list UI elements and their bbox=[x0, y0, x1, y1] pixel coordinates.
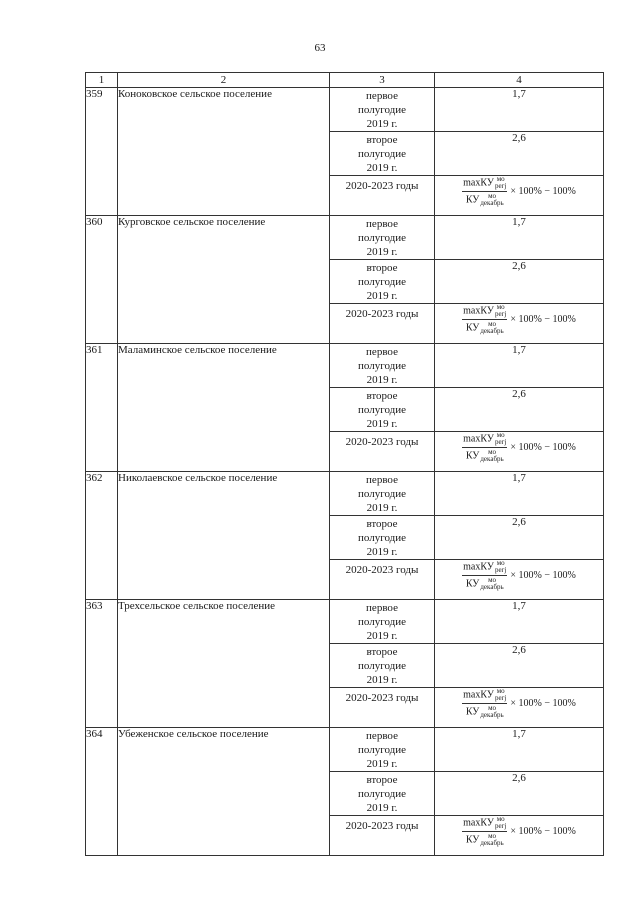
numerator-sub: регj bbox=[494, 566, 507, 574]
denominator-base: КУ bbox=[465, 194, 480, 206]
numerator-sub: регj bbox=[494, 182, 507, 190]
formula-cell bbox=[435, 432, 604, 472]
row-number: 362 bbox=[86, 472, 118, 600]
period-line: полугодие bbox=[357, 404, 407, 416]
numerator-sub: регj bbox=[494, 822, 507, 830]
formula-tail: × 100% − 100% bbox=[510, 442, 576, 453]
period-line: полугодие bbox=[357, 232, 407, 244]
denominator-indices bbox=[480, 833, 503, 847]
formula-cell bbox=[435, 176, 604, 216]
index-value: 2,6 bbox=[435, 644, 604, 688]
period-line: полугодие bbox=[357, 104, 407, 116]
formula-tail: × 100% − 100% bbox=[510, 314, 576, 325]
numerator-sup: мо bbox=[496, 175, 505, 183]
period-cell bbox=[330, 688, 435, 728]
period-line: 2019 г. bbox=[366, 246, 398, 258]
formula-tail: × 100% − 100% bbox=[510, 186, 576, 197]
period-line: 2020-2023 годы bbox=[345, 308, 419, 320]
denominator-base: КУ bbox=[465, 450, 480, 462]
formula-cell bbox=[435, 688, 604, 728]
period-cell bbox=[330, 772, 435, 816]
period-line: 2019 г. bbox=[366, 758, 398, 770]
column-header-4: 4 bbox=[435, 73, 604, 88]
numerator-sub: регj bbox=[494, 694, 507, 702]
period-line: полугодие bbox=[357, 148, 407, 160]
numerator-base: maxКУ bbox=[463, 561, 494, 573]
table-body bbox=[86, 88, 604, 856]
period-line: полугодие bbox=[357, 788, 407, 800]
period-line: 2020-2023 годы bbox=[345, 692, 419, 704]
denominator-base: КУ bbox=[465, 578, 480, 590]
index-value: 1,7 bbox=[435, 88, 604, 132]
numerator-base: maxКУ bbox=[463, 689, 494, 701]
denominator-sup: мо bbox=[488, 320, 496, 328]
index-value: 2,6 bbox=[435, 132, 604, 176]
numerator-sup: мо bbox=[496, 687, 505, 695]
numerator-sup: мо bbox=[496, 431, 505, 439]
period-cell bbox=[330, 472, 435, 516]
denominator-sup: мо bbox=[488, 448, 496, 456]
period-cell bbox=[330, 176, 435, 216]
period-line: полугодие bbox=[357, 616, 407, 628]
index-value: 1,7 bbox=[435, 728, 604, 772]
denominator-sup: мо bbox=[488, 192, 496, 200]
period-cell bbox=[330, 560, 435, 600]
denominator-indices bbox=[480, 193, 503, 207]
formula-numerator bbox=[462, 304, 507, 320]
settlement-name: Курговское сельское поселение bbox=[118, 216, 330, 344]
period-line: 2020-2023 годы bbox=[345, 564, 419, 576]
formula-denominator bbox=[466, 448, 504, 463]
formula bbox=[462, 432, 576, 463]
denominator-sup: мо bbox=[488, 832, 496, 840]
table-row bbox=[86, 728, 604, 772]
numerator-sup: мо bbox=[496, 815, 505, 823]
period-line: 2020-2023 годы bbox=[345, 820, 419, 832]
period-cell bbox=[330, 216, 435, 260]
row-number: 364 bbox=[86, 728, 118, 856]
formula-fraction bbox=[462, 432, 507, 463]
denominator-indices bbox=[480, 449, 503, 463]
period-line: первое bbox=[366, 90, 398, 102]
period-line: полугодие bbox=[357, 488, 407, 500]
page-number: 63 bbox=[314, 42, 326, 54]
period-line: второе bbox=[366, 518, 398, 530]
formula-cell bbox=[435, 560, 604, 600]
denominator-base: КУ bbox=[465, 706, 480, 718]
numerator-indices bbox=[495, 688, 506, 702]
period-line: 2019 г. bbox=[366, 162, 398, 174]
column-header-1: 1 bbox=[86, 73, 118, 88]
numerator-indices bbox=[495, 816, 506, 830]
period-cell bbox=[330, 260, 435, 304]
period-line: 2020-2023 годы bbox=[345, 436, 419, 448]
denominator-base: КУ bbox=[465, 834, 480, 846]
denominator-sup: мо bbox=[488, 704, 496, 712]
denominator-sub: декабрь bbox=[480, 327, 504, 335]
formula-denominator bbox=[466, 832, 504, 847]
numerator-base: maxКУ bbox=[463, 433, 494, 445]
formula-numerator bbox=[462, 688, 507, 704]
index-value: 1,7 bbox=[435, 216, 604, 260]
row-number: 360 bbox=[86, 216, 118, 344]
index-value: 1,7 bbox=[435, 472, 604, 516]
formula-cell bbox=[435, 304, 604, 344]
period-line: второе bbox=[366, 134, 398, 146]
denominator-sub: декабрь bbox=[480, 711, 504, 719]
table-row bbox=[86, 216, 604, 260]
settlement-name: Трехсельское сельское поселение bbox=[118, 600, 330, 728]
denominator-sub: декабрь bbox=[480, 455, 504, 463]
period-cell bbox=[330, 728, 435, 772]
denominator-sub: декабрь bbox=[480, 199, 504, 207]
period-cell bbox=[330, 388, 435, 432]
settlement-name: Николаевское сельское поселение bbox=[118, 472, 330, 600]
index-value: 2,6 bbox=[435, 260, 604, 304]
period-cell bbox=[330, 432, 435, 472]
period-line: полугодие bbox=[357, 360, 407, 372]
index-value: 2,6 bbox=[435, 772, 604, 816]
period-line: первое bbox=[366, 474, 398, 486]
formula bbox=[462, 688, 576, 719]
denominator-indices bbox=[480, 577, 503, 591]
formula bbox=[462, 304, 576, 335]
period-line: второе bbox=[366, 390, 398, 402]
period-line: полугодие bbox=[357, 276, 407, 288]
formula-fraction bbox=[462, 816, 507, 847]
numerator-base: maxКУ bbox=[463, 177, 494, 189]
formula-fraction bbox=[462, 176, 507, 207]
settlement-name: Коноковское сельское поселение bbox=[118, 88, 330, 216]
row-number: 359 bbox=[86, 88, 118, 216]
index-value: 1,7 bbox=[435, 600, 604, 644]
formula-numerator bbox=[462, 176, 507, 192]
table-row bbox=[86, 344, 604, 388]
formula bbox=[462, 816, 576, 847]
period-cell bbox=[330, 644, 435, 688]
formula-tail: × 100% − 100% bbox=[510, 826, 576, 837]
period-line: второе bbox=[366, 646, 398, 658]
period-line: 2019 г. bbox=[366, 418, 398, 430]
formula-denominator bbox=[466, 192, 504, 207]
period-line: 2019 г. bbox=[366, 118, 398, 130]
period-line: первое bbox=[366, 346, 398, 358]
period-cell bbox=[330, 516, 435, 560]
period-line: 2019 г. bbox=[366, 502, 398, 514]
period-line: первое bbox=[366, 602, 398, 614]
period-cell bbox=[330, 88, 435, 132]
formula-numerator bbox=[462, 432, 507, 448]
period-line: первое bbox=[366, 730, 398, 742]
period-line: полугодие bbox=[357, 660, 407, 672]
period-line: первое bbox=[366, 218, 398, 230]
period-line: 2019 г. bbox=[366, 290, 398, 302]
denominator-indices bbox=[480, 705, 503, 719]
formula-denominator bbox=[466, 704, 504, 719]
numerator-indices bbox=[495, 304, 506, 318]
formula-fraction bbox=[462, 560, 507, 591]
formula-numerator bbox=[462, 816, 507, 832]
formula-fraction bbox=[462, 304, 507, 335]
formula-numerator bbox=[462, 560, 507, 576]
numerator-base: maxКУ bbox=[463, 817, 494, 829]
numerator-indices bbox=[495, 432, 506, 446]
period-line: 2019 г. bbox=[366, 546, 398, 558]
period-line: второе bbox=[366, 262, 398, 274]
column-header-2: 2 bbox=[118, 73, 330, 88]
table-row bbox=[86, 472, 604, 516]
numerator-sup: мо bbox=[496, 559, 505, 567]
denominator-sup: мо bbox=[488, 576, 496, 584]
table-row bbox=[86, 600, 604, 644]
index-value: 1,7 bbox=[435, 344, 604, 388]
denominator-indices bbox=[480, 321, 503, 335]
formula bbox=[462, 560, 576, 591]
numerator-indices bbox=[495, 176, 506, 190]
numerator-indices bbox=[495, 560, 506, 574]
index-value: 2,6 bbox=[435, 516, 604, 560]
tariff-table bbox=[85, 72, 604, 856]
settlement-name: Убеженское сельское поселение bbox=[118, 728, 330, 856]
row-number: 361 bbox=[86, 344, 118, 472]
period-cell bbox=[330, 816, 435, 856]
period-cell bbox=[330, 132, 435, 176]
numerator-sup: мо bbox=[496, 303, 505, 311]
formula-fraction bbox=[462, 688, 507, 719]
numerator-base: maxКУ bbox=[463, 305, 494, 317]
period-line: 2020-2023 годы bbox=[345, 180, 419, 192]
numerator-sub: регj bbox=[494, 438, 507, 446]
denominator-base: КУ bbox=[465, 322, 480, 334]
numerator-sub: регj bbox=[494, 310, 507, 318]
period-cell bbox=[330, 344, 435, 388]
period-line: 2019 г. bbox=[366, 802, 398, 814]
index-value: 2,6 bbox=[435, 388, 604, 432]
table-row bbox=[86, 88, 604, 132]
denominator-sub: декабрь bbox=[480, 839, 504, 847]
header-row bbox=[86, 73, 604, 88]
formula bbox=[462, 176, 576, 207]
formula-denominator bbox=[466, 576, 504, 591]
formula-cell bbox=[435, 816, 604, 856]
settlement-name: Маламинское сельское поселение bbox=[118, 344, 330, 472]
column-header-3: 3 bbox=[330, 73, 435, 88]
period-line: полугодие bbox=[357, 532, 407, 544]
row-number: 363 bbox=[86, 600, 118, 728]
period-cell bbox=[330, 600, 435, 644]
period-line: 2019 г. bbox=[366, 630, 398, 642]
period-line: второе bbox=[366, 774, 398, 786]
period-line: 2019 г. bbox=[366, 374, 398, 386]
period-line: полугодие bbox=[357, 744, 407, 756]
period-line: 2019 г. bbox=[366, 674, 398, 686]
period-cell bbox=[330, 304, 435, 344]
formula-denominator bbox=[466, 320, 504, 335]
formula-tail: × 100% − 100% bbox=[510, 698, 576, 709]
denominator-sub: декабрь bbox=[480, 583, 504, 591]
formula-tail: × 100% − 100% bbox=[510, 570, 576, 581]
